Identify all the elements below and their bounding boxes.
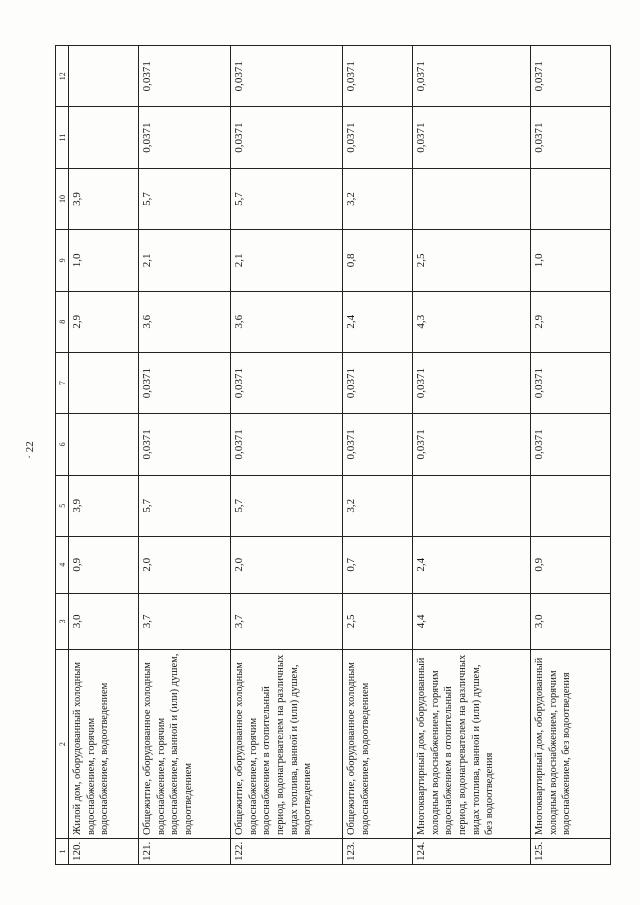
cell-col10 — [413, 168, 531, 229]
table-row — [139, 46, 231, 865]
cell-col4: 0,9 — [531, 536, 611, 593]
tariff-table — [55, 45, 611, 865]
row-number: 120. — [69, 839, 139, 865]
cell-col11: 0,0371 — [413, 107, 531, 168]
column-header: 6 — [56, 414, 69, 475]
cell-col3: 2,5 — [343, 593, 413, 650]
table-row — [69, 46, 139, 865]
cell-col3: 3,7 — [231, 593, 343, 650]
cell-col10: 3,2 — [343, 168, 413, 229]
column-header: 3 — [56, 593, 69, 650]
table-row — [413, 46, 531, 865]
column-header: 4 — [56, 536, 69, 593]
row-number: 124. — [413, 839, 531, 865]
cell-col4: 2,0 — [231, 536, 343, 593]
cell-col7 — [69, 352, 139, 413]
cell-col6: 0,0371 — [531, 414, 611, 475]
rotated-table-container — [55, 45, 610, 865]
row-description: Многоквартирный дом, оборудованный холодным водоснабжением, горячим водоснабжением в отопительный период, водонагревателем на различных видах топлива, ванной и (или) душем, без водоотведения — [413, 650, 531, 839]
cell-col8: 3,6 — [231, 291, 343, 352]
cell-col11: 0,0371 — [139, 107, 231, 168]
table-row — [343, 46, 413, 865]
row-description: Общежитие, оборудованное холодным водоснабжением, горячим водоснабжением в отопительный период, водонагревателем на различных видах топлива, ванной и (или) душем, водоотведением — [231, 650, 343, 839]
cell-col5: 5,7 — [231, 475, 343, 536]
cell-col5 — [413, 475, 531, 536]
row-description: Многоквартирный дом, оборудованный холодным водоснабжением, горячим водоснабжением, без водоотведения — [531, 650, 611, 839]
cell-col12: 0,0371 — [531, 46, 611, 107]
cell-col4: 2,0 — [139, 536, 231, 593]
row-number: 123. — [343, 839, 413, 865]
cell-col12: 0,0371 — [343, 46, 413, 107]
cell-col6: 0,0371 — [139, 414, 231, 475]
column-header: 11 — [56, 107, 69, 168]
cell-col11: 0,0371 — [531, 107, 611, 168]
page-number-text: 22 — [24, 441, 36, 453]
cell-col3: 3,0 — [69, 593, 139, 650]
row-description: Жилой дом, оборудованный холодным водоснабжением, горячим водоснабжением, водоотведением — [69, 650, 139, 839]
cell-col11 — [69, 107, 139, 168]
table-row — [531, 46, 611, 865]
cell-col6 — [69, 414, 139, 475]
cell-col8: 2,9 — [69, 291, 139, 352]
cell-col8: 4,3 — [413, 291, 531, 352]
cell-col10: 5,7 — [231, 168, 343, 229]
cell-col9: 1,0 — [531, 230, 611, 291]
row-description: Общежитие, оборудованное холодным водоснабжением, водоотведением — [343, 650, 413, 839]
cell-col5 — [531, 475, 611, 536]
cell-col7: 0,0371 — [413, 352, 531, 413]
column-header: 1 — [56, 839, 69, 865]
row-number: 121. — [139, 839, 231, 865]
cell-col7: 0,0371 — [531, 352, 611, 413]
column-header: 9 — [56, 230, 69, 291]
cell-col8: 3,6 — [139, 291, 231, 352]
column-header: 12 — [56, 46, 69, 107]
cell-col9: 1,0 — [69, 230, 139, 291]
cell-col3: 3,0 — [531, 593, 611, 650]
row-number: 125. — [531, 839, 611, 865]
column-header: 7 — [56, 352, 69, 413]
cell-col10 — [531, 168, 611, 229]
cell-col10: 3,9 — [69, 168, 139, 229]
cell-col4: 0,9 — [69, 536, 139, 593]
cell-col4: 2,4 — [413, 536, 531, 593]
row-description: Общежитие, оборудованное холодным водоснабжением, горячим водоснабжением, ванной и (или) душем, водоотведением — [139, 650, 231, 839]
tariff-table-area — [55, 45, 610, 865]
cell-col10: 5,7 — [139, 168, 231, 229]
cell-col6: 0,0371 — [231, 414, 343, 475]
cell-col4: 0,7 — [343, 536, 413, 593]
cell-col12 — [69, 46, 139, 107]
cell-col5: 3,2 — [343, 475, 413, 536]
cell-col5: 5,7 — [139, 475, 231, 536]
table-row — [231, 46, 343, 865]
cell-col9: 2,1 — [231, 230, 343, 291]
column-header: 5 — [56, 475, 69, 536]
cell-col7: 0,0371 — [343, 352, 413, 413]
header-row — [56, 46, 69, 865]
cell-col11: 0,0371 — [343, 107, 413, 168]
cell-col6: 0,0371 — [413, 414, 531, 475]
cell-col12: 0,0371 — [231, 46, 343, 107]
cell-col9: 2,1 — [139, 230, 231, 291]
cell-col9: 0,8 — [343, 230, 413, 291]
cell-col7: 0,0371 — [231, 352, 343, 413]
cell-col3: 3,7 — [139, 593, 231, 650]
cell-col5: 3,9 — [69, 475, 139, 536]
column-header: 10 — [56, 168, 69, 229]
cell-col7: 0,0371 — [139, 352, 231, 413]
cell-col11: 0,0371 — [231, 107, 343, 168]
cell-col3: 4,4 — [413, 593, 531, 650]
cell-col9: 2,5 — [413, 230, 531, 291]
column-header: 8 — [56, 291, 69, 352]
cell-col8: 2,9 — [531, 291, 611, 352]
cell-col12: 0,0371 — [413, 46, 531, 107]
page-mark: · — [24, 455, 36, 459]
cell-col8: 2,4 — [343, 291, 413, 352]
cell-col12: 0,0371 — [139, 46, 231, 107]
page-number — [24, 441, 36, 458]
cell-col6: 0,0371 — [343, 414, 413, 475]
row-number: 122. — [231, 839, 343, 865]
column-header: 2 — [56, 650, 69, 839]
